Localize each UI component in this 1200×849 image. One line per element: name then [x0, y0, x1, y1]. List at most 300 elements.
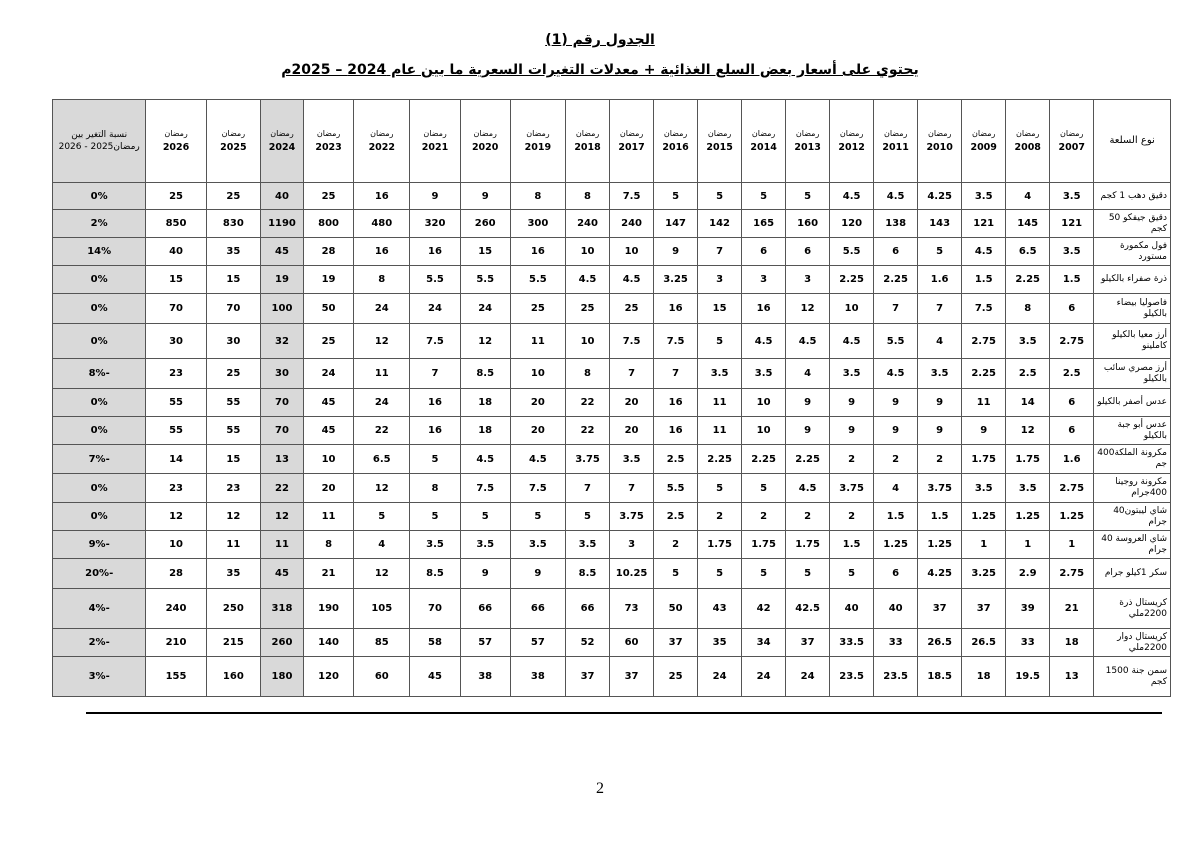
price-cell: 45 — [260, 238, 303, 266]
price-cell: 830 — [206, 210, 260, 238]
price-cell: 7 — [410, 359, 460, 389]
item-name-cell: فول مكمورة مستورد — [1094, 238, 1171, 266]
price-cell: 28 — [303, 238, 353, 266]
price-cell: 143 — [918, 210, 962, 238]
change-cell: -20% — [53, 559, 146, 589]
price-cell: 8 — [354, 266, 410, 294]
table-row — [53, 183, 1171, 210]
price-cell: 8 — [303, 531, 353, 559]
horizontal-rule — [86, 712, 1162, 714]
year-header — [460, 100, 510, 183]
price-cell: 1190 — [260, 210, 303, 238]
table-row — [53, 589, 1171, 629]
price-cell: 4 — [874, 474, 918, 503]
item-name-cell: كريستال دوار 2200ملي — [1094, 629, 1171, 657]
price-cell: 5 — [830, 559, 874, 589]
year-header — [830, 100, 874, 183]
price-cell: 37 — [918, 589, 962, 629]
price-cell: 5 — [510, 503, 565, 531]
price-cell: 4 — [918, 324, 962, 359]
price-cell: 1.75 — [742, 531, 786, 559]
price-cell: 1.75 — [786, 531, 830, 559]
price-cell: 5 — [566, 503, 610, 531]
year-prefix: رمضان — [839, 129, 864, 138]
price-cell: 11 — [206, 531, 260, 559]
price-cell: 25 — [654, 657, 698, 697]
price-cell: 10 — [742, 417, 786, 445]
price-cell: 16 — [654, 417, 698, 445]
year-value: 2013 — [794, 142, 821, 153]
price-cell: 19 — [260, 266, 303, 294]
price-cell: 165 — [742, 210, 786, 238]
price-cell: 3.5 — [918, 359, 962, 389]
price-cell: 1.6 — [1050, 445, 1094, 474]
price-cell: 3.75 — [918, 474, 962, 503]
price-cell: 300 — [510, 210, 565, 238]
year-header — [303, 100, 353, 183]
table-row — [53, 657, 1171, 697]
price-cell: 1.5 — [830, 531, 874, 559]
year-value: 2007 — [1058, 142, 1085, 153]
price-cell: 1.75 — [698, 531, 742, 559]
price-cell: 30 — [260, 359, 303, 389]
price-cell: 6 — [1050, 417, 1094, 445]
price-cell: 10.25 — [610, 559, 654, 589]
price-cell: 4.25 — [918, 183, 962, 210]
price-cell: 10 — [566, 238, 610, 266]
price-cell: 37 — [962, 589, 1006, 629]
item-name-cell: شاي ليبتون40 جرام — [1094, 503, 1171, 531]
price-cell: 5 — [460, 503, 510, 531]
price-cell: 1 — [962, 531, 1006, 559]
price-cell: 4.5 — [460, 445, 510, 474]
year-header — [654, 100, 698, 183]
price-cell: 142 — [698, 210, 742, 238]
price-cell: 6 — [874, 238, 918, 266]
price-cell: 55 — [146, 389, 206, 417]
price-cell: 2 — [874, 445, 918, 474]
price-cell: 4.5 — [610, 266, 654, 294]
price-cell: 320 — [410, 210, 460, 238]
year-header — [698, 100, 742, 183]
price-cell: 57 — [460, 629, 510, 657]
price-cell: 23 — [206, 474, 260, 503]
price-cell: 1.25 — [1006, 503, 1050, 531]
price-cell: 33 — [1006, 629, 1050, 657]
price-cell: 3.25 — [654, 266, 698, 294]
price-cell: 5 — [742, 474, 786, 503]
price-cell: 9 — [460, 559, 510, 589]
price-cell: 11 — [962, 389, 1006, 417]
price-cell: 33.5 — [830, 629, 874, 657]
price-cell: 3.5 — [830, 359, 874, 389]
price-cell: 240 — [146, 589, 206, 629]
price-cell: 6.5 — [354, 445, 410, 474]
price-cell: 8 — [1006, 294, 1050, 324]
price-cell: 1.6 — [918, 266, 962, 294]
price-cell: 4.5 — [830, 324, 874, 359]
price-cell: 9 — [874, 417, 918, 445]
price-cell: 8 — [566, 183, 610, 210]
year-header — [354, 100, 410, 183]
item-name-cell: عدس أصفر بالكيلو — [1094, 389, 1171, 417]
change-cell: -9% — [53, 531, 146, 559]
item-header: نوع السلعة — [1094, 100, 1171, 183]
price-cell: 25 — [566, 294, 610, 324]
price-cell: 5 — [698, 324, 742, 359]
change-cell: 0% — [53, 324, 146, 359]
price-cell: 5 — [698, 183, 742, 210]
price-cell: 3.5 — [1006, 324, 1050, 359]
table-header-row — [53, 100, 1171, 183]
price-cell: 20 — [510, 389, 565, 417]
change-cell: -7% — [53, 445, 146, 474]
year-prefix: رمضان — [1060, 129, 1084, 138]
item-name-cell: أرز مصري سائب بالكيلو — [1094, 359, 1171, 389]
year-header — [610, 100, 654, 183]
year-header — [1006, 100, 1050, 183]
price-cell: 24 — [460, 294, 510, 324]
price-cell: 9 — [510, 559, 565, 589]
price-cell: 16 — [510, 238, 565, 266]
year-header — [146, 100, 206, 183]
price-cell: 190 — [303, 589, 353, 629]
price-cell: 5 — [918, 238, 962, 266]
price-cell: 8 — [566, 359, 610, 389]
price-cell: 3.5 — [1050, 183, 1094, 210]
price-cell: 37 — [566, 657, 610, 697]
price-cell: 105 — [354, 589, 410, 629]
year-prefix: رمضان — [663, 129, 688, 138]
price-cell: 9 — [830, 417, 874, 445]
table-row — [53, 389, 1171, 417]
price-cell: 37 — [654, 629, 698, 657]
price-cell: 15 — [698, 294, 742, 324]
item-name-cell: ذرة صفراء بالكيلو — [1094, 266, 1171, 294]
price-cell: 7 — [654, 359, 698, 389]
price-cell: 318 — [260, 589, 303, 629]
price-cell: 2.25 — [742, 445, 786, 474]
price-cell: 11 — [260, 531, 303, 559]
price-cell: 20 — [510, 417, 565, 445]
price-cell: 4.5 — [566, 266, 610, 294]
change-cell: 0% — [53, 417, 146, 445]
price-cell: 2 — [698, 503, 742, 531]
price-cell: 20 — [610, 389, 654, 417]
price-cell: 7.5 — [510, 474, 565, 503]
year-value: 2018 — [574, 142, 601, 153]
price-cell: 45 — [303, 417, 353, 445]
change-cell: 0% — [53, 474, 146, 503]
price-cell: 2.9 — [1006, 559, 1050, 589]
price-cell: 38 — [460, 657, 510, 697]
price-cell: 34 — [742, 629, 786, 657]
price-cell: 57 — [510, 629, 565, 657]
year-prefix: رمضان — [526, 129, 550, 138]
price-cell: 100 — [260, 294, 303, 324]
price-cell: 1.5 — [874, 503, 918, 531]
price-cell: 15 — [206, 266, 260, 294]
price-cell: 4.5 — [510, 445, 565, 474]
price-cell: 35 — [206, 559, 260, 589]
price-cell: 45 — [260, 559, 303, 589]
price-cell: 18 — [460, 417, 510, 445]
price-cell: 4 — [1006, 183, 1050, 210]
price-cell: 40 — [260, 183, 303, 210]
price-cell: 160 — [206, 657, 260, 697]
table-row — [53, 266, 1171, 294]
price-cell: 2.5 — [1050, 359, 1094, 389]
price-cell: 22 — [566, 389, 610, 417]
price-cell: 3 — [698, 266, 742, 294]
price-cell: 35 — [206, 238, 260, 266]
price-cell: 19.5 — [1006, 657, 1050, 697]
price-cell: 120 — [303, 657, 353, 697]
price-cell: 120 — [830, 210, 874, 238]
price-cell: 21 — [1050, 589, 1094, 629]
price-cell: 24 — [698, 657, 742, 697]
price-cell: 35 — [698, 629, 742, 657]
price-cell: 25 — [206, 183, 260, 210]
table-row — [53, 445, 1171, 474]
price-cell: 1.25 — [918, 531, 962, 559]
item-name-cell: كريستال ذرة 2200ملي — [1094, 589, 1171, 629]
price-cell: 2 — [830, 445, 874, 474]
year-prefix: رمضان — [927, 129, 952, 138]
price-cell: 5 — [654, 183, 698, 210]
price-cell: 2 — [918, 445, 962, 474]
price-cell: 11 — [698, 389, 742, 417]
change-cell: 0% — [53, 503, 146, 531]
price-cell: 13 — [1050, 657, 1094, 697]
table-subtitle: يحتوي على أسعار بعض السلع الغذائية + معدلات التغيرات السعرية ما بين عام 2024 – 2025م — [281, 62, 919, 78]
price-cell: 16 — [354, 183, 410, 210]
price-cell: 2.75 — [1050, 474, 1094, 503]
price-cell: 5.5 — [654, 474, 698, 503]
price-cell: 4 — [354, 531, 410, 559]
year-value: 2023 — [315, 142, 342, 153]
price-cell: 18 — [460, 389, 510, 417]
year-prefix: رمضان — [164, 129, 188, 138]
price-cell: 70 — [260, 389, 303, 417]
item-name-cell: دقيق جيفكو 50 كجم — [1094, 210, 1171, 238]
item-name-cell: سمن جنة 1500 كجم — [1094, 657, 1171, 697]
change-cell: 0% — [53, 389, 146, 417]
price-cell: 24 — [354, 294, 410, 324]
price-cell: 250 — [206, 589, 260, 629]
price-cell: 5.5 — [830, 238, 874, 266]
price-cell: 8.5 — [566, 559, 610, 589]
price-cell: 7 — [610, 359, 654, 389]
price-cell: 4.5 — [786, 324, 830, 359]
price-cell: 50 — [654, 589, 698, 629]
price-cell: 38 — [510, 657, 565, 697]
price-cell: 240 — [610, 210, 654, 238]
price-cell: 2.75 — [1050, 559, 1094, 589]
price-cell: 15 — [206, 445, 260, 474]
price-cell: 3.5 — [1006, 474, 1050, 503]
price-cell: 9 — [830, 389, 874, 417]
price-cell: 3.5 — [460, 531, 510, 559]
price-cell: 66 — [566, 589, 610, 629]
price-cell: 1.5 — [962, 266, 1006, 294]
price-cell: 2.25 — [962, 359, 1006, 389]
price-cell: 12 — [786, 294, 830, 324]
table-row — [53, 210, 1171, 238]
price-cell: 2.5 — [1006, 359, 1050, 389]
price-cell: 16 — [654, 389, 698, 417]
price-cell: 12 — [260, 503, 303, 531]
price-cell: 9 — [962, 417, 1006, 445]
price-cell: 23.5 — [874, 657, 918, 697]
price-cell: 9 — [654, 238, 698, 266]
price-cell: 800 — [303, 210, 353, 238]
price-cell: 45 — [303, 389, 353, 417]
item-name-cell: أرز معيا بالكيلو كاملينو — [1094, 324, 1171, 359]
price-cell: 7.5 — [610, 324, 654, 359]
price-cell: 3.75 — [610, 503, 654, 531]
price-cell: 121 — [962, 210, 1006, 238]
price-cell: 6 — [1050, 294, 1094, 324]
price-cell: 140 — [303, 629, 353, 657]
price-cell: 26.5 — [918, 629, 962, 657]
price-cell: 7 — [698, 238, 742, 266]
price-cell: 25 — [610, 294, 654, 324]
price-cell: 16 — [654, 294, 698, 324]
price-cell: 20 — [303, 474, 353, 503]
year-value: 2016 — [662, 142, 689, 153]
price-cell: 3.5 — [410, 531, 460, 559]
year-header — [962, 100, 1006, 183]
price-cell: 39 — [1006, 589, 1050, 629]
price-cell: 14 — [1006, 389, 1050, 417]
price-cell: 9 — [918, 417, 962, 445]
price-cell: 23.5 — [830, 657, 874, 697]
year-header — [742, 100, 786, 183]
price-cell: 5 — [742, 559, 786, 589]
year-value: 2009 — [970, 142, 997, 153]
year-value: 2014 — [750, 142, 777, 153]
year-prefix: رمضان — [971, 129, 996, 138]
price-cell: 160 — [786, 210, 830, 238]
price-cell: 480 — [354, 210, 410, 238]
price-cell: 3.25 — [962, 559, 1006, 589]
price-cell: 10 — [742, 389, 786, 417]
price-cell: 66 — [460, 589, 510, 629]
page-number: 2 — [596, 780, 604, 797]
year-prefix: رمضان — [270, 129, 294, 138]
price-cell: 73 — [610, 589, 654, 629]
price-cell: 16 — [410, 238, 460, 266]
change-header: نسبة التغير بين رمضان2025 - 2026 — [53, 100, 146, 183]
change-cell: -8% — [53, 359, 146, 389]
price-cell: 7.5 — [962, 294, 1006, 324]
price-cell: 23 — [146, 474, 206, 503]
price-cell: 155 — [146, 657, 206, 697]
price-cell: 8 — [510, 183, 565, 210]
price-cell: 2.5 — [654, 445, 698, 474]
price-cell: 24 — [354, 389, 410, 417]
price-cell: 24 — [303, 359, 353, 389]
price-cell: 5 — [698, 474, 742, 503]
price-cell: 15 — [460, 238, 510, 266]
price-cell: 30 — [146, 324, 206, 359]
price-cell: 52 — [566, 629, 610, 657]
price-cell: 12 — [354, 559, 410, 589]
price-cell: 5.5 — [510, 266, 565, 294]
price-cell: 4.5 — [874, 359, 918, 389]
price-cell: 40 — [146, 238, 206, 266]
price-cell: 6 — [1050, 389, 1094, 417]
price-cell: 5 — [410, 445, 460, 474]
price-cell: 4.5 — [786, 474, 830, 503]
price-cell: 25 — [206, 359, 260, 389]
price-cell: 7.5 — [460, 474, 510, 503]
price-cell: 21 — [303, 559, 353, 589]
price-cell: 5.5 — [410, 266, 460, 294]
price-cell: 42 — [742, 589, 786, 629]
price-cell: 6 — [742, 238, 786, 266]
price-cell: 20 — [610, 417, 654, 445]
year-header — [918, 100, 962, 183]
price-cell: 1.25 — [874, 531, 918, 559]
year-header — [786, 100, 830, 183]
price-cell: 4.5 — [874, 183, 918, 210]
price-cell: 1.25 — [962, 503, 1006, 531]
change-cell: -4% — [53, 589, 146, 629]
price-cell: 9 — [786, 389, 830, 417]
price-cell: 5.5 — [460, 266, 510, 294]
price-cell: 3 — [610, 531, 654, 559]
price-cell: 6 — [874, 559, 918, 589]
price-cell: 45 — [410, 657, 460, 697]
year-prefix: رمضان — [370, 129, 394, 138]
price-cell: 1.25 — [1050, 503, 1094, 531]
price-cell: 5 — [742, 183, 786, 210]
table-row — [53, 474, 1171, 503]
table-row — [53, 359, 1171, 389]
price-cell: 7 — [918, 294, 962, 324]
year-value: 2015 — [706, 142, 733, 153]
price-cell: 10 — [146, 531, 206, 559]
price-cell: 7.5 — [654, 324, 698, 359]
price-cell: 10 — [303, 445, 353, 474]
year-prefix: رمضان — [707, 129, 732, 138]
price-cell: 12 — [1006, 417, 1050, 445]
price-cell: 3.75 — [830, 474, 874, 503]
year-value: 2012 — [838, 142, 865, 153]
item-name-cell: مكرونة الملكة400 جم — [1094, 445, 1171, 474]
price-cell: 18.5 — [918, 657, 962, 697]
price-cell: 5 — [410, 503, 460, 531]
price-cell: 3.5 — [566, 531, 610, 559]
price-cell: 5 — [654, 559, 698, 589]
price-cell: 2 — [654, 531, 698, 559]
price-cell: 28 — [146, 559, 206, 589]
price-cell: 55 — [146, 417, 206, 445]
table-row — [53, 238, 1171, 266]
price-cell: 138 — [874, 210, 918, 238]
price-cell: 2.25 — [1006, 266, 1050, 294]
price-cell: 3.5 — [610, 445, 654, 474]
price-cell: 1 — [1050, 531, 1094, 559]
price-cell: 1.75 — [1006, 445, 1050, 474]
year-prefix: رمضان — [619, 129, 644, 138]
year-header — [1050, 100, 1094, 183]
price-cell: 4.5 — [830, 183, 874, 210]
price-cell: 7 — [874, 294, 918, 324]
table-row — [53, 559, 1171, 589]
